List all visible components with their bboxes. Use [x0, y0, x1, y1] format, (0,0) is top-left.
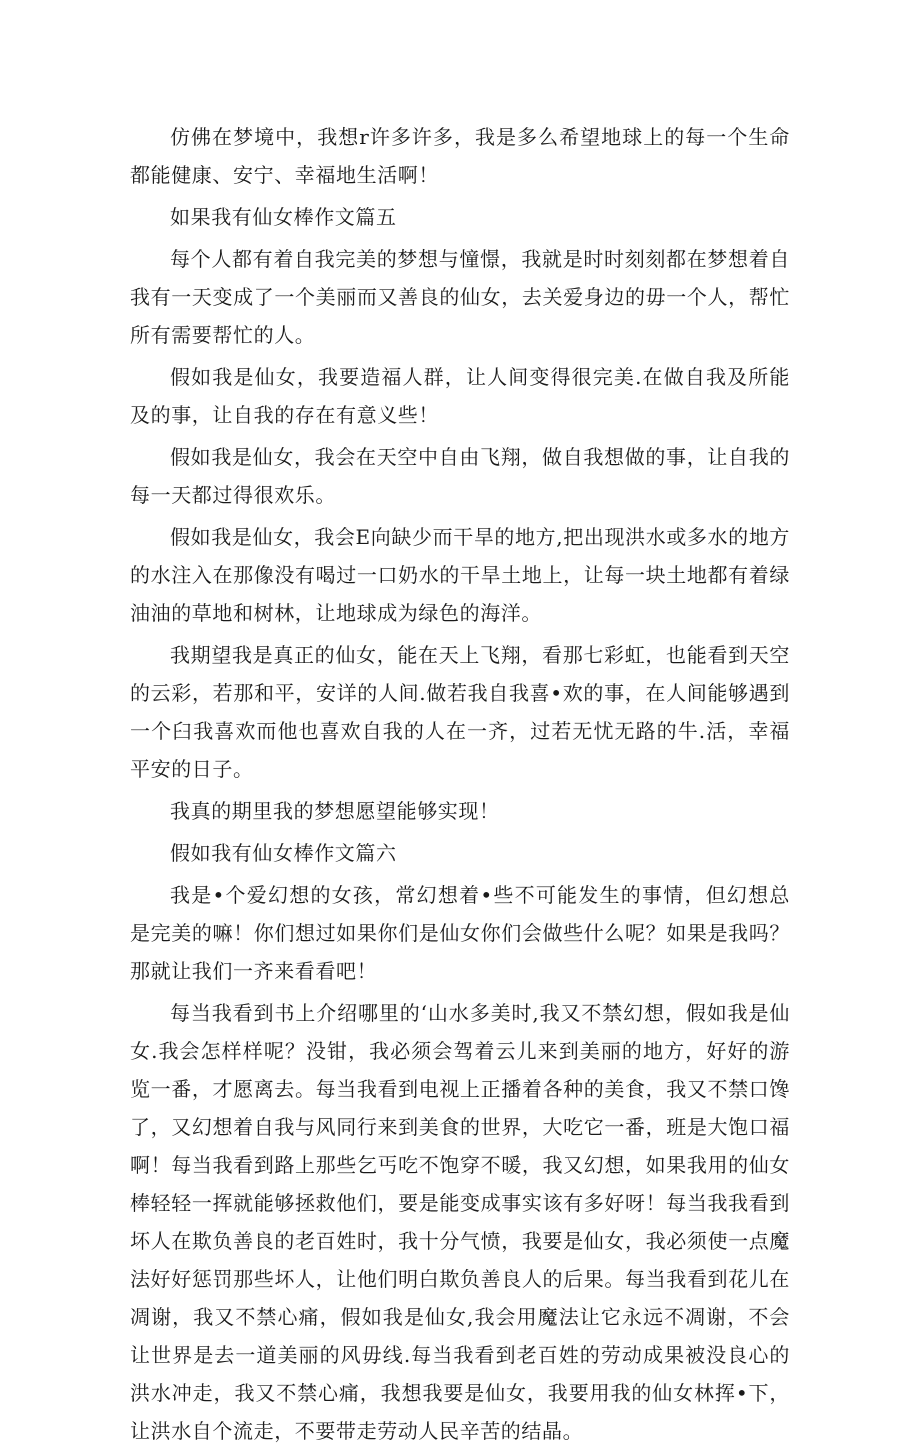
document-body — [130, 118, 790, 1454]
paragraph: 每个人都有着自我完美的梦想与憧憬，我就是时时刻刻都在梦想着自我有一天变成了一个美丽而又善良的仙女，去关爱身边的毋一个人，帮忙所有需要帮忙的人。 — [130, 247, 790, 347]
paragraph: 我是•个爱幻想的女孩，常幻想着•些不可能发生的事情，但幻想总是完美的嘛！你们想过如果你们是仙女你们会做些什么呢？如果是我吗？那就让我们一齐来看看吧！ — [130, 883, 790, 983]
paragraph: 每当我看到书上介绍哪里的‘山水多美时,我又不禁幻想，假如我是仙女.我会怎样样呢？没钳，我必须会驾着云儿来到美丽的地方，好好的游览一番，才愿离去。每当我看到电视上正播着各种的美食，我又不禁口馋了，又幻想着自我与风同行来到美食的世界，大吃它一番，班是大饱口福啊！每当我看到路上那些乞丐吃不饱穿不暖，我又幻想，如果我用的仙女棒轻轻一挥就能够拯救他们，要是能变成事实该有多好呀！每当我我看到坏人在欺负善良的老百姓时，我十分气愤，我要是仙女，我必须使一点魔法好好惩罚那些坏人，让他们明白欺负善良人的后果。每当我看到花儿在凋谢，我又不禁心痛，假如我是仙女,我会用魔法让它永远不凋谢，不会让世界是去一道美丽的风毋线.每当我看到老百姓的劳动成果被没良心的洪水冲走，我又不禁心痛，我想我要是仙女，我要用我的仙女林挥•下，让洪水自个流走，不要带走劳动人民辛苦的结晶。 — [130, 1001, 790, 1443]
paragraph: 我真的期里我的梦想愿望能够实现！ — [170, 799, 500, 823]
section-heading: 如果我有仙女棒作文篇五 — [170, 205, 397, 229]
paragraph: 假如我是仙女，我要造福人群，让人间变得很完美.在做自我及所能及的事，让自我的存在有意义些！ — [130, 365, 790, 427]
paragraph: 仿佛在梦境中，我想r许多许多，我是多么希望地球上的每一个生命都能健康、安宁、幸福地生活啊！ — [130, 125, 790, 187]
paragraph: 假如我是仙女，我会在天空中自由飞翔，做自我想做的事，让自我的每一天都过得很欢乐。 — [130, 445, 790, 507]
paragraph: 我期望我是真正的仙女，能在天上飞翔，看那七彩虹，也能看到天空的云彩，若那和平，安详的人间.做若我自我喜•欢的事，在人间能够遇到一个臼我喜欢而他也喜欢自我的人在一齐，过若无忧无路的牛.活，幸福平安的日子。 — [130, 643, 790, 781]
paragraph: 假如我是仙女，我会E向缺少而干旱的地方,把出现洪水或多水的地方的水注入在那像没有喝过一口奶水的干旱土地上，让每一块土地都有着绿油油的草地和树林，让地球成为绿色的海洋。 — [130, 525, 790, 625]
section-heading: 假如我有仙女棒作文篇六 — [170, 841, 397, 865]
